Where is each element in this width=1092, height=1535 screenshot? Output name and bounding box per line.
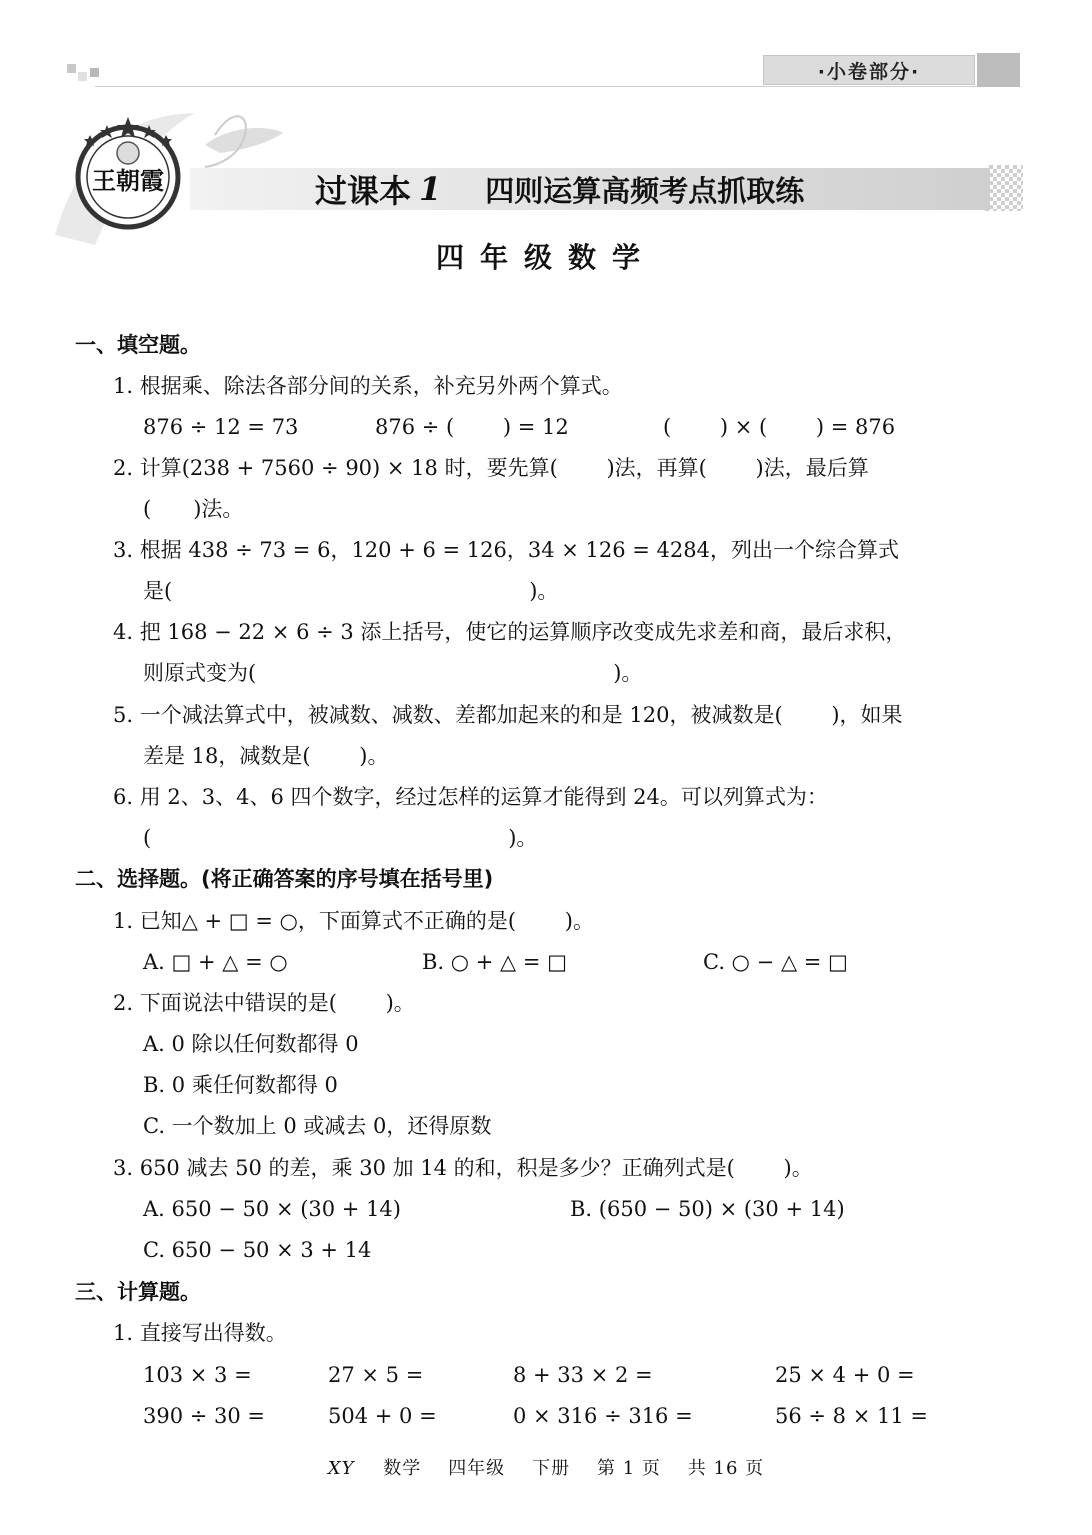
option-c: C. ○ − △ = □ xyxy=(703,950,848,974)
title-pattern xyxy=(985,165,1023,211)
equation-blank: 876 ÷ ( ) = 12 xyxy=(375,415,569,439)
equation-blank: ( ) × ( ) = 876 xyxy=(663,415,896,439)
question-text: 5. 一个减法算式中，被减数、减数、差都加起来的和是 120，被减数是( )，如果 xyxy=(113,703,903,727)
series-number: 1 xyxy=(419,170,442,208)
section-tag: ·小卷部分· xyxy=(763,55,975,85)
option-c: C. 一个数加上 0 或减去 0，还得原数 xyxy=(143,1114,492,1138)
series-name: 过课本 xyxy=(315,172,412,210)
equation: 876 ÷ 12 = 73 xyxy=(143,415,299,439)
question-text: 1. 根据乘、除法各部分间的关系，补充另外两个算式。 xyxy=(113,374,623,398)
calc-item: 103 × 3 = xyxy=(143,1363,252,1387)
corner-decoration xyxy=(67,64,76,73)
option-b: B. ○ + △ = □ xyxy=(422,950,567,974)
question-text: ( )。 xyxy=(143,826,538,850)
calc-item: 25 × 4 + 0 = xyxy=(775,1363,915,1387)
corner-decoration xyxy=(90,68,99,77)
question-text: 1. 已知△ + □ = ○，下面算式不正确的是( )。 xyxy=(113,909,594,933)
question-text: 则原式变为( )。 xyxy=(143,661,643,685)
footer-code: XY xyxy=(327,1458,355,1479)
footer-volume: 下册 xyxy=(532,1458,571,1479)
question-text: 3. 根据 438 ÷ 73 = 6，120 + 6 = 126，34 × 126 = 4284，列出一个综合算式 xyxy=(113,538,900,562)
calc-item: 0 × 316 ÷ 316 = xyxy=(513,1404,693,1428)
calc-item: 8 + 33 × 2 = xyxy=(513,1363,653,1387)
question-text: 2. 下面说法中错误的是( )。 xyxy=(113,991,415,1015)
footer-page: 第 1 页 xyxy=(596,1458,661,1479)
calc-item: 390 ÷ 30 = xyxy=(143,1404,266,1428)
question-text: ( )法。 xyxy=(143,497,244,521)
logo-text: 王朝霞 xyxy=(92,166,164,195)
option-b: B. (650 − 50) × (30 + 14) xyxy=(570,1197,845,1221)
question-text: 差是 18，减数是( )。 xyxy=(143,744,389,768)
subtitle: 四年级数学 xyxy=(435,241,656,274)
calc-item: 56 ÷ 8 × 11 = xyxy=(775,1404,928,1428)
corner-decoration xyxy=(78,72,87,81)
page-title xyxy=(315,166,804,212)
question-text: 3. 650 减去 50 的差，乘 30 加 14 的和，积是多少？正确列式是( )。 xyxy=(113,1156,813,1180)
option-b: B. 0 乘任何数都得 0 xyxy=(143,1073,338,1097)
footer-total: 共 16 页 xyxy=(687,1458,765,1479)
option-a: A. 650 − 50 × (30 + 14) xyxy=(143,1197,401,1221)
calc-item: 504 + 0 = xyxy=(328,1404,437,1428)
header-rule xyxy=(95,86,1020,87)
question-text: 2. 计算(238 + 7560 ÷ 90) × 18 时，要先算( )法，再算( )法，最后算 xyxy=(113,456,869,480)
footer-grade: 四年级 xyxy=(448,1458,506,1479)
section-heading: 一、填空题。 xyxy=(75,333,201,357)
footer-subject: 数学 xyxy=(383,1458,422,1479)
question-text: 1. 直接写出得数。 xyxy=(113,1321,287,1345)
option-a: A. □ + △ = ○ xyxy=(143,950,288,974)
calc-item: 27 × 5 = xyxy=(328,1363,424,1387)
section-heading: 二、选择题。(将正确答案的序号填在括号里) xyxy=(75,867,494,891)
topic-title: 四则运算高频考点抓取练 xyxy=(485,173,805,208)
section-heading: 三、计算题。 xyxy=(75,1280,201,1304)
option-c: C. 650 − 50 × 3 + 14 xyxy=(143,1238,372,1262)
question-text: 4. 把 168 − 22 × 6 ÷ 3 添上括号，使它的运算顺序改变成先求差和商，最后求积， xyxy=(113,620,907,644)
section-tag-tail xyxy=(977,53,1020,87)
page-footer xyxy=(0,1454,1092,1480)
question-text: 6. 用 2、3、4、6 四个数字，经过怎样的运算才能得到 24。可以列算式为： xyxy=(113,785,828,809)
option-a: A. 0 除以任何数都得 0 xyxy=(143,1032,359,1056)
question-text: 是( )。 xyxy=(143,579,559,603)
